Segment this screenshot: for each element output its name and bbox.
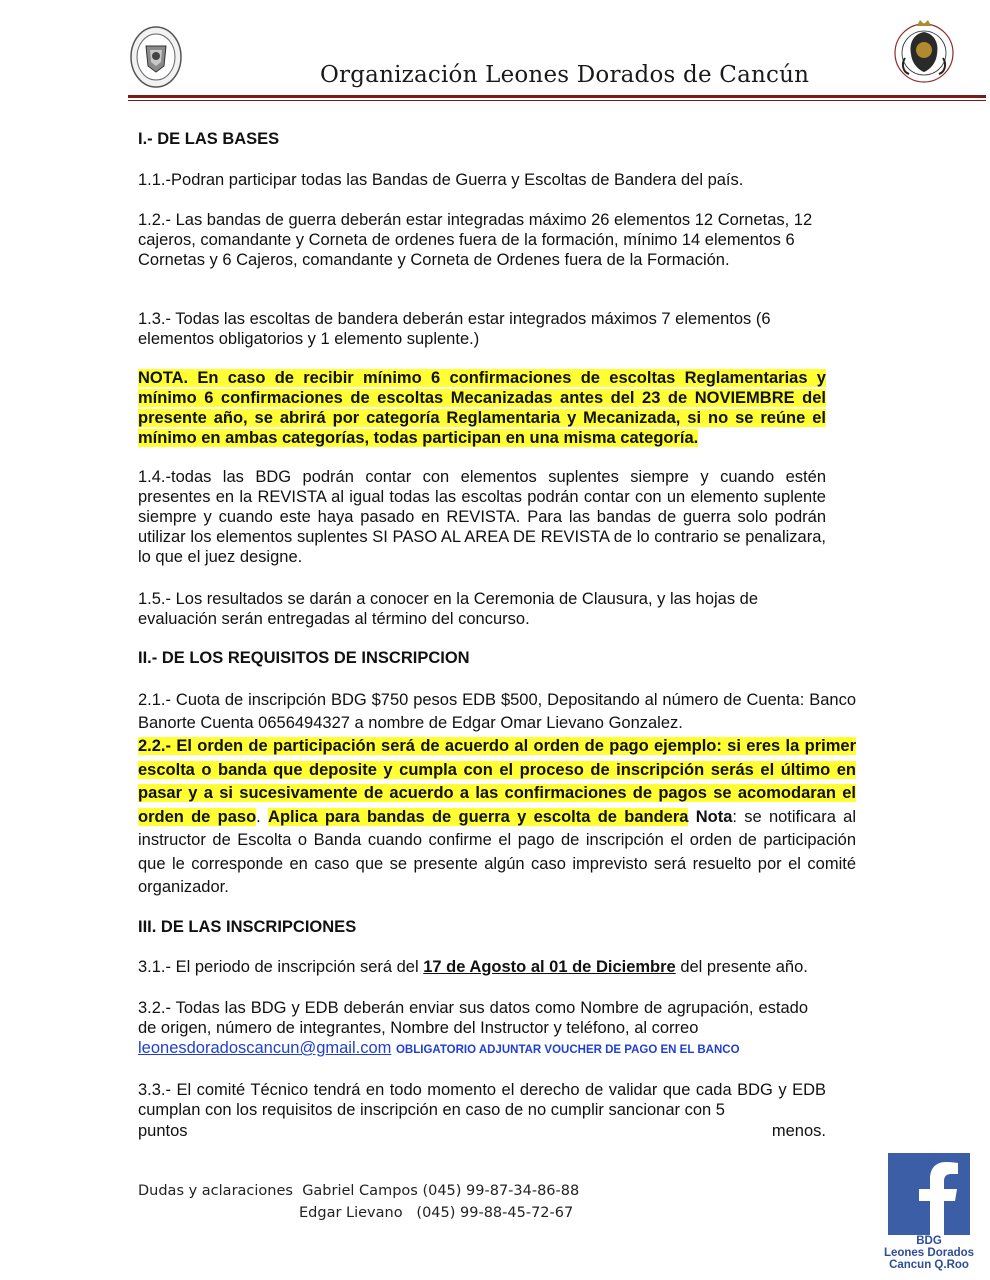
note-text: NOTA. En caso de recibir mínimo 6 confirmaciones de escoltas Reglamentarias y mínimo 6 confirmaciones de escoltas Mecanizadas antes del 23 de NOVIEMBRE del presente año, se abrirá por categoría Reglamentaria y Mecanizada, si no se reúne el mínimo en ambas categorías, todas participan en una misma categoría. xyxy=(138,369,826,447)
applies-to-text: Aplica para bandas de guerra y escolta de bandera xyxy=(268,807,689,826)
section-heading-inscripciones: III. DE LAS INSCRIPCIONES xyxy=(138,918,357,936)
facebook-icon xyxy=(888,1153,970,1235)
email-link[interactable]: leonesdoradoscancun@gmail.com xyxy=(138,1039,392,1057)
section-heading-bases: I.- DE LAS BASES xyxy=(138,130,280,148)
paragraph-3-3: 3.3.- El comité Técnico tendrá en todo momento el derecho de validar que cada BDG y EDB cumplan con los requisitos de inscripción en caso de no cumplir sancionar con 5 xyxy=(138,1081,826,1119)
leones-dorados-lion-logo xyxy=(893,12,955,94)
less-word: menos. xyxy=(771,1122,826,1140)
facebook-caption xyxy=(876,1235,982,1271)
contact-1-phone: (045) 99-87-34-86-88 xyxy=(422,1183,580,1199)
highlighted-note xyxy=(138,368,826,448)
contact-label: Dudas y aclaraciones xyxy=(138,1183,293,1199)
contact-2-name: Edgar Lievano xyxy=(299,1205,403,1221)
registration-period-prefix: 3.1.- El periodo de inscripción será del xyxy=(138,958,424,976)
facebook-caption-line2: Leones Dorados xyxy=(883,1247,975,1259)
section-heading-requisitos: II.- DE LOS REQUISITOS DE INSCRIPCION xyxy=(138,649,470,667)
voucher-required-note: OBLIGATORIO ADJUNTAR VOUCHER DE PAGO EN EL BANCO xyxy=(395,1044,740,1056)
facebook-caption-line3: Cancun Q.Roo xyxy=(889,1259,969,1271)
paragraph-1-1: 1.1.-Podran participar todas las Bandas de Guerra y Escoltas de Bandera del país. xyxy=(138,171,744,189)
paragraph-3-2: 3.2.- Todas las BDG y EDB deberán enviar sus datos como Nombre de agrupación, estado de origen, número de integrantes, Nombre del Instructor y teléfono, al correo xyxy=(138,999,808,1037)
registration-period-suffix: del presente año. xyxy=(675,958,808,976)
page-title: Organización Leones Dorados de Cancún xyxy=(320,62,810,88)
nota-text: : se notificara al instructor de Escolta o Banda cuando confirme el pago de inscripción el orden de participación que le corresponde en caso que se presente algún caso imprevisto será resuelto por el comité organizador. xyxy=(138,807,857,896)
contact-1-name: Gabriel Campos xyxy=(302,1183,418,1199)
paragraph-3-3-last-line xyxy=(138,1121,826,1141)
facebook-caption-line1: BDG xyxy=(916,1235,942,1247)
order-rule-text: 2.2.- El orden de participación será de acuerdo al orden de pago ejemplo: si eres la primer escolta o banda que deposite y cumpla con el proceso de inscripción serás el último en pasar y a si sucesivamente de acuerdo a las confirmaciones de pagos se acomodaran el orden de paso xyxy=(138,737,856,826)
order-rule-dot: . xyxy=(256,807,261,826)
facebook-logo[interactable] xyxy=(888,1153,970,1235)
contact-line-1 xyxy=(138,1180,579,1202)
header-rule-thin xyxy=(128,100,986,101)
points-word: puntos xyxy=(138,1122,188,1140)
paragraph-1-5: 1.5.- Los resultados se darán a conocer en la Ceremonia de Clausura, y las hojas de evaluación serán entregadas al término del concurso. xyxy=(138,590,759,628)
paragraph-2-1: 2.1.- Cuota de inscripción BDG $750 pesos EDB $500, Depositando al número de Cuenta: Banco Banorte Cuenta 0656494327 a nombre de Edgar Omar Lievano Gonzalez. xyxy=(138,691,856,732)
school-seal-logo xyxy=(130,26,182,88)
paragraph-3-1 xyxy=(138,957,878,977)
registration-dates: 17 de Agosto al 01 de Diciembre xyxy=(423,958,676,976)
paragraph-1-4: 1.4.-todas las BDG podrán contar con elementos suplentes siempre y cuando estén presentes en la REVISTA al igual todas las escoltas podrán contar con un elemento suplente siempre y cuando este haya pasado en REVISTA. Para las bandas de guerra solo podrán utilizar los elementos suplentes SI PASO AL AREA DE REVISTA de lo contrario se penalizara, lo que el juez designe. xyxy=(138,468,826,566)
paragraph-1-3: 1.3.- Todas las escoltas de bandera deberán estar integrados máximos 7 elementos (6 elementos obligatorios y 1 elemento suplente.) xyxy=(138,310,771,348)
contact-2-phone: (045) 99-88-45-72-67 xyxy=(416,1205,574,1221)
nota-label: Nota xyxy=(695,807,733,826)
header-rule xyxy=(128,95,986,98)
contact-line-2 xyxy=(299,1202,573,1224)
paragraph-1-2: 1.2.- Las bandas de guerra deberán estar integradas máximo 26 elementos 12 Cornetas, 12 cajeros, comandante y Corneta de ordenes fuera de la formación, mínimo 14 elementos 6 Cornetas y 6 Cajeros, comandante y Corneta de Ordenes fuera de la Formación. xyxy=(138,211,813,269)
email-line xyxy=(138,1038,828,1060)
paragraph-2-2 xyxy=(138,735,856,900)
